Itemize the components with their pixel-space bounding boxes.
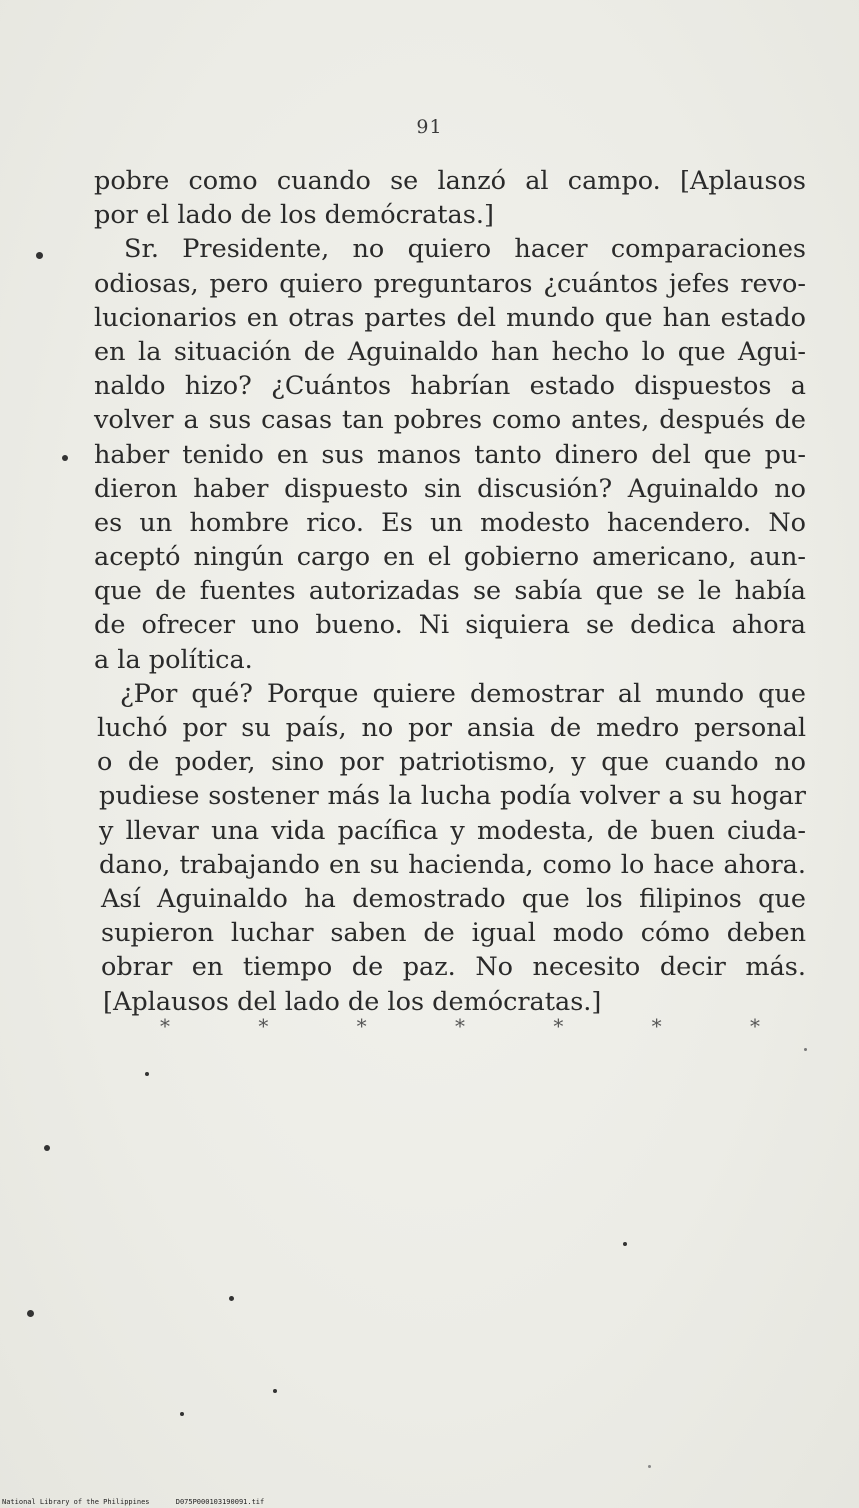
scan-speck — [273, 1389, 277, 1393]
scan-speck — [62, 455, 68, 461]
text-line: en la situación de Aguinaldo han hecho lo que Agui- — [94, 336, 806, 367]
text-line: a la política. — [94, 644, 253, 675]
text-line: Sr. Presidente, no quiero hacer comparaciones — [124, 234, 806, 265]
text-line: luchó por su país, no por ansia de medro personal — [97, 713, 806, 743]
scan-speck — [44, 1145, 50, 1151]
text-line: odiosas, pero quiero preguntaros ¿cuántos jefes revo- — [94, 268, 806, 299]
asterisk: * — [258, 1014, 269, 1038]
asterisk: * — [651, 1014, 662, 1038]
scan-speck — [27, 1310, 34, 1317]
scan-speck — [623, 1242, 627, 1246]
text-line: obrar en tiempo de paz. No necesito decir más. — [101, 952, 806, 983]
text-line: pudiese sostener más la lucha podía volver a su hogar — [99, 781, 806, 812]
text-line: naldo hizo? ¿Cuántos habrían estado dispuestos a — [94, 371, 806, 402]
library-name: National Library of the Philippines — [2, 1498, 150, 1506]
asterisk: * — [454, 1014, 465, 1038]
text-line: por el lado de los demócratas.] — [94, 200, 494, 231]
text-line: supieron luchar saben de igual modo cómo deben — [101, 918, 806, 949]
text-line: o de poder, sino por patriotismo, y que cuando no — [97, 747, 806, 778]
body-text — [94, 164, 806, 1019]
asterisk: * — [553, 1014, 564, 1038]
text-line: dano, trabajando en su hacienda, como lo hace ahora. — [99, 849, 806, 880]
asterisk: * — [160, 1014, 170, 1038]
text-line: [Aplausos del lado de los demócratas.] — [103, 986, 602, 1017]
scan-speck — [36, 252, 43, 259]
text-line: aceptó ningún cargo en el gobierno americano, aun- — [94, 542, 806, 573]
asterisk: * — [356, 1014, 367, 1038]
section-separator — [160, 1014, 760, 1038]
scan-speck — [804, 1048, 807, 1051]
scan-speck — [180, 1412, 184, 1416]
text-line: ¿Por qué? Porque quiere demostrar al mundo que — [120, 678, 806, 709]
file-name: D075P000103190091.tif — [175, 1498, 265, 1506]
text-line: haber tenido en sus manos tanto dinero del que pu- — [94, 439, 806, 470]
page-number: 91 — [416, 116, 443, 138]
scan-footer — [2, 1498, 264, 1506]
text-line: lucionarios en otras partes del mundo que han estado — [94, 302, 806, 333]
text-line: de ofrecer uno bueno. Ni siquiera se dedica ahora — [94, 610, 806, 641]
text-line: dieron haber dispuesto sin discusión? Aguinaldo no — [94, 473, 806, 504]
asterisk: * — [749, 1014, 760, 1038]
scan-speck — [145, 1072, 149, 1076]
text-line: volver a sus casas tan pobres como antes, después de — [94, 405, 806, 436]
text-line: y llevar una vida pacífica y modesta, de buen ciuda- — [99, 815, 806, 846]
text-line: es un hombre rico. Es un modesto hacendero. No — [94, 507, 806, 538]
scan-speck — [229, 1296, 234, 1301]
text-line: Así Aguinaldo ha demostrado que los filipinos que — [101, 883, 806, 914]
text-line: que de fuentes autorizadas se sabía que se le había — [94, 576, 806, 607]
scan-speck — [648, 1465, 651, 1468]
text-line: pobre como cuando se lanzó al campo. [Aplausos — [94, 166, 806, 196]
